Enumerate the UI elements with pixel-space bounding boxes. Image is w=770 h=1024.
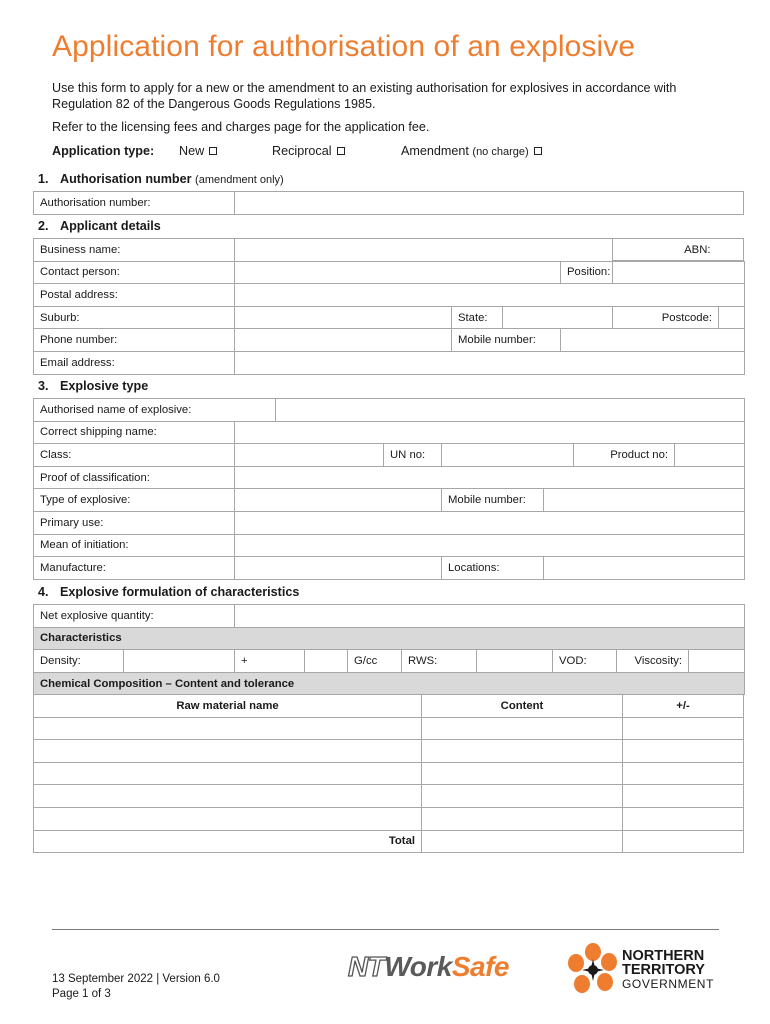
tolerance-input[interactable] [623,717,744,740]
content-input[interactable] [422,762,623,785]
content-input[interactable] [422,807,623,830]
position-input[interactable] [613,261,745,284]
un-no-input[interactable] [442,444,574,467]
content-input[interactable] [422,740,623,763]
section-1-heading [38,172,284,186]
manufacture-label: Manufacture: [34,557,235,580]
section-3-heading [38,379,148,393]
primary-use-input[interactable] [235,511,745,534]
viscosity-label: Viscosity: [617,650,689,673]
composition-row [34,740,744,763]
rws-label: RWS: [402,650,477,673]
ntg-line3: GOVERNMENT [622,977,715,991]
ntworksafe-nt: NT [348,951,385,982]
suburb-row [34,306,745,329]
mobile-number-input[interactable] [561,329,745,352]
authorisation-table [33,191,744,215]
ntworksafe-safe: Safe [451,951,509,982]
ntg-line1: NORTHERN [622,948,705,964]
chemical-composition-label: Chemical Composition – Content and tolerance [34,672,745,695]
authorisation-number-row [34,192,744,215]
total-label: Total [34,830,422,853]
composition-table [33,694,744,853]
business-name-input[interactable] [235,239,613,262]
suburb-input[interactable] [235,306,452,329]
authorisation-number-input[interactable] [235,192,744,215]
postal-address-row [34,284,745,307]
tolerance-input[interactable] [623,740,744,763]
content-header: Content [422,695,623,718]
type-label: Type of explosive: [34,489,235,512]
reciprocal-label: Reciprocal [272,144,332,158]
initiation-input[interactable] [235,534,745,557]
abn-label: ABN: [613,239,719,262]
position-label: Position: [561,261,613,284]
section-4-number: 4. [38,585,49,599]
raw-material-input[interactable] [34,717,422,740]
total-content-input[interactable] [422,830,623,853]
manufacture-input[interactable] [235,557,442,580]
locations-input[interactable] [544,557,745,580]
section-2-number: 2. [38,219,49,233]
shipping-name-input[interactable] [235,421,745,444]
postcode-label: Postcode: [613,306,719,329]
manufacture-row [34,557,745,580]
amendment-label: Amendment [401,144,469,158]
footer [52,972,220,1002]
application-type-amendment[interactable] [401,144,542,158]
raw-material-header: Raw material name [34,695,422,718]
product-no-input[interactable] [675,444,745,467]
amendment-checkbox[interactable] [534,147,542,155]
content-input[interactable] [422,717,623,740]
class-label: Class: [34,444,235,467]
composition-row [34,762,744,785]
raw-material-input[interactable] [34,762,422,785]
type-row [34,489,745,512]
phone-number-input[interactable] [235,329,452,352]
intro-text: Use this form to apply for a new or the amendment to an existing authorisation for explosives in accordance with Regulation 82 of the Dangerous Goods Regulations 1985. [52,81,677,111]
mobile-number-2-label: Mobile number: [442,489,544,512]
contact-person-input[interactable] [235,261,561,284]
initiation-row [34,534,745,557]
shipping-name-row [34,421,745,444]
composition-row [34,785,744,808]
application-type-label: Application type: [52,144,155,158]
authorised-name-row [34,399,745,422]
footer-divider [52,929,719,930]
phone-row [34,329,745,352]
class-input[interactable] [235,444,384,467]
section-3-number: 3. [38,379,49,393]
primary-use-label: Primary use: [34,511,235,534]
shipping-name-label: Correct shipping name: [34,421,235,444]
characteristics-label: Characteristics [34,627,745,650]
product-no-label: Product no: [574,444,675,467]
mobile-number-label: Mobile number: [452,329,561,352]
tolerance-input[interactable] [623,762,744,785]
section-1-note: (amendment only) [195,174,284,186]
phone-number-label: Phone number: [34,329,235,352]
authorised-name-label: Authorised name of explosive: [34,399,276,422]
postcode-input[interactable] [719,306,745,329]
locations-label: Locations: [442,557,544,580]
gcc-label: G/cc [348,650,402,673]
section-2-title: Applicant details [60,219,161,233]
chemical-composition-header-row [34,672,745,695]
contact-person-label: Contact person: [34,261,235,284]
suburb-label: Suburb: [34,306,235,329]
proof-label: Proof of classification: [34,466,235,489]
formulation-table [33,604,745,695]
business-name-label: Business name: [34,239,235,262]
state-input[interactable] [503,306,613,329]
characteristics-header-row [34,627,745,650]
amendment-note: (no charge) [472,146,529,158]
tolerance-header: +/- [623,695,744,718]
ntg-line2: TERRITORY [622,962,705,978]
total-row [34,830,744,853]
tolerance-input[interactable] [623,807,744,830]
section-3-title: Explosive type [60,379,149,393]
un-no-label: UN no: [384,444,442,467]
postal-address-label: Postal address: [34,284,235,307]
composition-row [34,807,744,830]
content-input[interactable] [422,785,623,808]
ntworksafe-logo [348,951,509,983]
section-1-number: 1. [38,172,49,186]
application-type-reciprocal[interactable] [272,144,345,158]
raw-material-input[interactable] [34,807,422,830]
email-address-label: Email address: [34,351,235,374]
initiation-label: Mean of initiation: [34,534,235,557]
tolerance-input[interactable] [623,785,744,808]
density-label: Density: [34,650,124,673]
proof-row [34,466,745,489]
type-input[interactable] [235,489,442,512]
section-4-heading [38,585,299,599]
application-type-new[interactable] [179,144,217,158]
footer-date-version: 13 September 2022 | Version 6.0 [52,973,220,985]
new-label: New [179,144,205,158]
ntworksafe-work: Work [384,951,452,982]
raw-material-input[interactable] [34,740,422,763]
net-quantity-input[interactable] [235,605,745,628]
proof-input[interactable] [235,466,745,489]
authorisation-number-label: Authorisation number: [34,192,235,215]
footer-page-number: Page 1 of 3 [52,988,111,1000]
density-input[interactable] [124,650,235,673]
viscosity-input[interactable] [689,650,745,673]
abn-input[interactable] [612,238,744,261]
mobile-number-2-input[interactable] [544,489,745,512]
net-quantity-label: Net explosive quantity: [34,605,235,628]
class-row [34,444,745,467]
postal-address-input[interactable] [235,284,745,307]
composition-header-row [34,695,744,718]
fee-reference-text: Refer to the licensing fees and charges page for the application fee. [52,120,430,134]
reciprocal-checkbox[interactable] [337,147,345,155]
section-2-heading [38,219,161,233]
authorised-name-input[interactable] [276,399,745,422]
state-label: State: [452,306,503,329]
email-address-input[interactable] [235,351,745,374]
total-tolerance-input[interactable] [623,830,744,853]
composition-row [34,717,744,740]
plus-label: + [235,650,305,673]
section-4-title: Explosive formulation of characteristics [60,585,300,599]
density-row [34,650,745,673]
ntg-logo-text [622,949,714,991]
raw-material-input[interactable] [34,785,422,808]
section-1-title: Authorisation number [60,172,192,186]
new-checkbox[interactable] [209,147,217,155]
primary-use-row [34,511,745,534]
density-tolerance-input[interactable] [305,650,348,673]
email-row [34,351,745,374]
explosive-type-table [33,398,745,580]
net-quantity-row [34,605,745,628]
rws-input[interactable] [477,650,553,673]
page-title: Application for authorisation of an explosive [52,30,636,63]
ntg-flower-icon [565,942,621,998]
contact-person-row [34,261,745,284]
vod-label: VOD: [553,650,617,673]
